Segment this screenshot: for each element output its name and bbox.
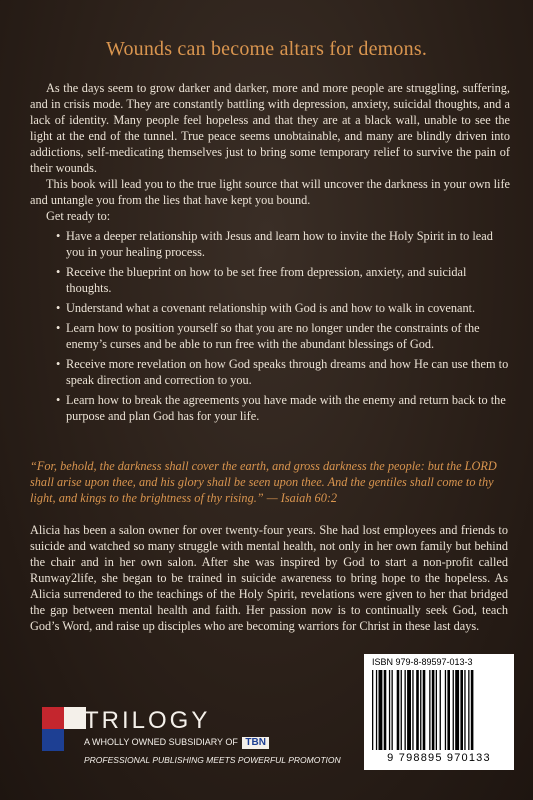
list-item: • Learn how to position yourself so that you are no longer under the constraints of the enemy’s curses and be able to run free with the abundant blessings of God. [56,320,510,352]
publisher-subsidiary [84,737,269,749]
scripture-quote: “For, behold, the darkness shall cover the earth, and gross darkness the people: but the LORD shall arise upon thee, and his glory shall be seen upon thee. And the gentiles shall come to thy light, and kings to the brightness of thy rising.” — Isaiah 60:2 [30,459,497,505]
description-paragraph: As the days seem to grow darker and darker, more and more people are struggling, suffering, and in crisis mode. They are constantly battling with depression, anxiety, suicidal thoughts, and a lack of identity. Many people feel hopeless and that they are at a black wall, unable to see the light at the end of the tunnel. True peace seems unobtainable, and many are blindly driven into addictions, self-medicating themselves just to bring some temporary relief to survive the pain of their wounds. [30,81,510,175]
logo-square-blue [42,729,64,751]
benefits-list [30,228,510,424]
barcode-number: 9 798895 970133 [387,752,491,764]
list-item: • Learn how to break the agreements you have made with the enemy and return back to the purpose and plan God has for your life. [56,392,510,424]
author-bio: Alicia has been a salon owner for over twenty-four years. She had lost employees and friends to suicide and watched so many struggle with mental health, not only in her own family but behind the chair and in her own salon. After she was inspired by God to start a non-profit called Runway2life, she began to be trained in suicide awareness to bring hope to the hopeless. As Alicia surrendered to the teachings of the Holy Spirit, revelations were given to her that bridged the gap between mental health and faith. Her passion now is to continually seek God, teach God’s Word, and raise up disciples who are becoming warriors for Christ in these last days. [30,523,508,633]
headline: Wounds can become altars for demons. [105,38,428,60]
isbn-label: ISBN 979-8-89597-013-3 [372,657,473,667]
publisher-tagline: PROFESSIONAL PUBLISHING MEETS POWERFUL PROMOTION [84,755,341,765]
publisher-logo [42,707,362,767]
list-item: • Receive the blueprint on how to be set free from depression, anxiety, and suicidal thoughts. [56,264,510,296]
trilogy-squares-logo-icon [42,707,64,729]
description-paragraph: This book will lead you to the true light source that will uncover the darkness in your own life and untangle you from the lies that have kept you bound. [30,177,510,207]
subsidiary-text: A WHOLLY OWNED SUBSIDIARY OF [84,737,238,747]
list-item: • Receive more revelation on how God speaks through dreams and how He can use them to speak direction and correction to you. [56,356,510,388]
tbn-logo: TBN [242,737,269,749]
logo-square-white [64,707,86,729]
barcode-icon [372,670,506,750]
barcode [364,654,514,770]
description [30,80,510,428]
list-item: • Have a deeper relationship with Jesus and learn how to invite the Holy Spirit in to lead you in your healing process. [56,228,510,260]
publisher-name: TRILOGY [84,707,211,734]
list-item: • Understand what a covenant relationship with God is and how to walk in covenant. [56,300,510,316]
get-ready-label: Get ready to: [46,209,111,223]
